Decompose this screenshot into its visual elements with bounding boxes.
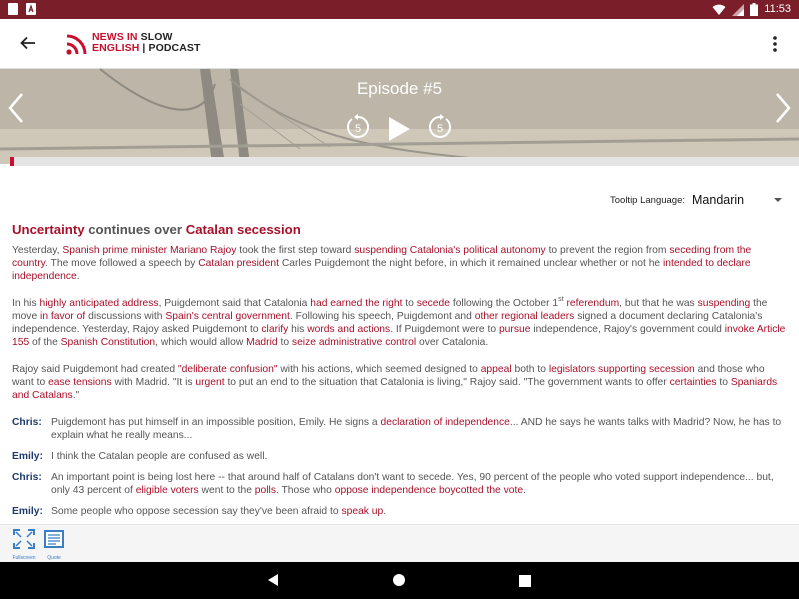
text-run: ... AND he says he wants talks with Madrid? Now, he has to explain what he really means... <box>51 417 782 441</box>
fullscreen-icon <box>13 529 35 549</box>
glossary-term[interactable]: pursue <box>498 324 531 335</box>
speaker-name: Emily: <box>12 451 43 462</box>
glossary-term[interactable]: eligible voters <box>135 485 199 496</box>
text-run: Carles Puigdemont the night before, in which it remained unclear whether or not he <box>278 258 664 269</box>
text-run: , Puigdemont said that Catalonia <box>158 298 311 309</box>
text-run: I think the Catalan people are confused as well. <box>51 451 268 462</box>
glossary-term[interactable]: seize administrative control <box>291 337 417 348</box>
tooltip-language-select[interactable]: Mandarin <box>692 193 745 207</box>
bottom-toolbar <box>0 524 799 562</box>
glossary-term[interactable]: urgent <box>195 377 225 388</box>
logo-news-in: NEWS IN <box>92 31 138 43</box>
text-run: . <box>383 506 387 517</box>
text-run: , but that he was <box>619 298 698 309</box>
tooltip-language-label: Tooltip Language: <box>610 194 686 206</box>
text-run: signed a document declaring Catalonia's independence. Yesterday, Rajoy asked Puigdemont to <box>12 311 763 335</box>
dialogue-text <box>51 471 787 497</box>
audio-player <box>0 69 799 164</box>
dialogue-line <box>12 450 787 463</box>
text-run: . Those who <box>275 485 335 496</box>
dialogue-text <box>51 505 787 518</box>
status-time: 11:53 <box>764 3 791 15</box>
text-run: and those who want to <box>12 364 765 388</box>
overflow-menu-button[interactable] <box>767 33 783 55</box>
transcript-icon <box>43 529 65 549</box>
glossary-term[interactable]: Catalan secession <box>185 222 301 237</box>
text-run: his <box>288 324 308 335</box>
rewind-seconds-label: 5 <box>354 123 362 135</box>
glossary-term[interactable]: had earned the right <box>310 298 403 309</box>
glossary-term[interactable]: Spaniards and Catalans <box>12 377 778 401</box>
logo-slow: SLOW <box>140 31 173 43</box>
glossary-term[interactable]: referendum <box>566 298 620 309</box>
arrow-left-icon <box>18 33 38 53</box>
episode-title: Episode #5 <box>356 79 443 98</box>
glossary-term[interactable]: clarify <box>261 324 289 335</box>
speaker-name: Emily: <box>12 506 43 517</box>
glossary-term[interactable]: Catalan president <box>198 258 279 269</box>
glossary-term[interactable]: in favor of <box>40 311 86 322</box>
text-run: continues over <box>84 222 186 237</box>
text-run: over Catalonia. <box>416 337 489 348</box>
next-episode-button[interactable] <box>773 91 793 125</box>
glossary-term[interactable]: other regional leaders <box>474 311 575 322</box>
forward-5-icon <box>427 114 453 140</box>
article-paragraph <box>12 363 787 402</box>
text-run: with his actions, which seemed designed to <box>277 364 481 375</box>
playback-progress-fill <box>10 157 14 166</box>
text-run: . If Puigdemont were to <box>390 324 499 335</box>
transcript-label: Quote <box>47 555 61 561</box>
logo-podcast: | PODCAST <box>142 42 201 54</box>
text-run: . <box>523 485 526 496</box>
system-nav-bar <box>0 562 799 599</box>
glossary-term[interactable]: appeal <box>480 364 512 375</box>
text-run: . Following his speech, Puigdemont and <box>289 311 475 322</box>
back-triangle-icon <box>266 573 280 587</box>
text-run: to <box>277 337 292 348</box>
dropdown-arrow-icon[interactable] <box>774 198 782 202</box>
text-run: ." <box>72 390 80 401</box>
back-button[interactable] <box>18 33 40 55</box>
text-run: discussions with <box>85 311 166 322</box>
text-run: with Madrid. "It is <box>111 377 196 388</box>
chevron-left-icon <box>6 91 26 125</box>
speaker-name: Chris: <box>12 417 42 428</box>
glossary-term[interactable]: Spanish Constitution <box>60 337 156 348</box>
home-circle-icon <box>392 573 406 587</box>
text-run: . The move followed a speech by <box>45 258 199 269</box>
speaker-name: Chris: <box>12 472 42 483</box>
glossary-term[interactable]: highly anticipated address <box>39 298 159 309</box>
text-run: to put an end to the situation that Catalonia is living," Rajoy said. "The government wants to offer <box>224 377 670 388</box>
dialogue-line <box>12 505 787 518</box>
forward-5-button[interactable] <box>427 114 453 145</box>
status-bar <box>0 0 799 19</box>
text-run: following the October 1 <box>449 298 559 309</box>
glossary-term[interactable]: seceding from the country <box>12 245 752 269</box>
glossary-term[interactable]: oppose independence boycotted the vote <box>334 485 524 496</box>
text-run: both to <box>511 364 549 375</box>
app-bar <box>0 19 799 69</box>
glossary-term[interactable]: "deliberate confusion" <box>178 364 278 375</box>
app-logo <box>64 31 201 55</box>
chevron-right-icon <box>773 91 793 125</box>
text-run: went to the <box>198 485 255 496</box>
wifi-icon <box>712 4 726 16</box>
text-run: Some people who oppose secession say they've been afraid to <box>51 506 342 517</box>
glossary-term[interactable]: certainties <box>669 377 717 388</box>
play-icon <box>386 116 412 142</box>
text-run: , which would allow <box>155 337 247 348</box>
article-headline <box>12 222 787 238</box>
glossary-term[interactable]: declaration of independence <box>380 417 510 428</box>
glossary-term[interactable]: words and actions <box>307 324 391 335</box>
system-back-button[interactable] <box>266 573 280 592</box>
dialogue-line <box>12 416 787 442</box>
replay-5-icon <box>345 114 371 140</box>
transcript-button[interactable] <box>41 529 67 561</box>
system-recents-button[interactable] <box>519 574 531 592</box>
rewind-5-button[interactable] <box>345 114 371 145</box>
more-vertical-icon <box>772 36 778 52</box>
playback-progress-bar[interactable] <box>10 157 799 166</box>
glossary-term[interactable]: intended to declare independence <box>12 258 751 282</box>
text-run: took the first step toward <box>236 245 355 256</box>
glossary-term[interactable]: invoke Article 155 <box>12 324 786 348</box>
article-paragraph <box>12 244 787 283</box>
text-run: . <box>76 271 80 282</box>
dialogue-text <box>51 416 787 442</box>
previous-episode-button[interactable] <box>6 91 26 125</box>
text-run: st <box>558 296 564 303</box>
dialogue-text <box>51 450 787 463</box>
glossary-term[interactable]: Spain's central government <box>165 311 290 322</box>
fullscreen-button[interactable] <box>11 529 37 561</box>
text-run: independence, Rajoy's government could <box>530 324 725 335</box>
fullscreen-label: Fullscreen <box>12 555 36 561</box>
text-run: to <box>402 298 417 309</box>
signal-icon <box>732 4 744 16</box>
article-transcript[interactable] <box>12 222 787 524</box>
glossary-term[interactable]: ease tensions <box>48 377 112 388</box>
glossary-term[interactable]: speak up <box>341 506 384 517</box>
recents-square-icon <box>519 575 531 587</box>
text-run: the move <box>12 298 768 322</box>
glossary-term[interactable]: Madrid <box>246 337 278 348</box>
text-run: Rajoy said Puigdemont had created <box>12 364 178 375</box>
app-notification-icon <box>26 3 36 15</box>
glossary-term[interactable]: legislators supporting secession <box>548 364 695 375</box>
tooltip-language-row <box>610 193 782 207</box>
glossary-term[interactable]: Uncertainty <box>12 222 85 237</box>
podcast-logo-icon <box>64 31 88 55</box>
sd-card-icon <box>8 3 18 15</box>
text-run: to prevent the region from <box>545 245 670 256</box>
text-run: In his <box>12 298 40 309</box>
system-home-button[interactable] <box>392 573 406 592</box>
dialogue-line <box>12 471 787 497</box>
text-run: Yesterday, <box>12 245 63 256</box>
text-run: to <box>716 377 731 388</box>
glossary-term[interactable]: Spanish prime minister Mariano Rajoy <box>62 245 237 256</box>
glossary-term[interactable]: suspending Catalonia's political autonomy <box>354 245 546 256</box>
play-button[interactable] <box>386 116 412 147</box>
glossary-term[interactable]: suspending <box>697 298 751 309</box>
text-run: of the <box>29 337 61 348</box>
glossary-term[interactable]: polls <box>254 485 276 496</box>
battery-icon <box>750 3 758 16</box>
logo-english: ENGLISH <box>92 42 140 54</box>
glossary-term[interactable]: secede <box>416 298 450 309</box>
article-paragraph <box>12 297 787 349</box>
text-run: Puigdemont has put himself in an impossible position, Emily. He signs a <box>51 417 381 428</box>
text-run: An important point is being lost here -- that around half of Catalans don't want to secede. Yes, 90 percent of the people who voted support independence... but, only 43 percent of <box>51 472 774 496</box>
forward-seconds-label: 5 <box>436 123 444 135</box>
